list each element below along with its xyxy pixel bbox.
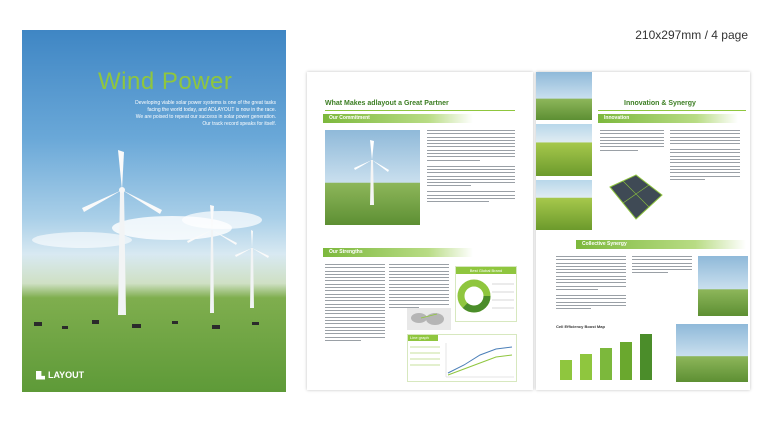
wind-turbine-small — [227, 230, 277, 310]
section-innovation: Innovation — [598, 114, 738, 123]
synergy-text-col2 — [632, 256, 692, 276]
photo-turbine-icon — [325, 130, 420, 225]
map-icon — [407, 308, 451, 330]
chart-title: Best Global Brand — [456, 267, 516, 274]
section-our-commitment: Our Commitment — [323, 114, 473, 123]
brochure-cover — [22, 30, 286, 392]
synergy-text-col1 — [556, 256, 626, 311]
cover-tagline — [76, 100, 276, 128]
photo-wind-farm-field — [676, 324, 748, 382]
photo-wheat-field — [536, 180, 592, 230]
cover-line: Developing viable solar power systems is one of the great tasks — [135, 100, 276, 106]
inner-spread-left — [307, 72, 533, 390]
logo-icon — [36, 371, 45, 380]
photo-boardwalk-turbines — [698, 256, 748, 316]
cover-logo — [36, 370, 84, 380]
commitment-text — [427, 130, 515, 205]
cover-line: We are poised to repeat our success in solar power generation. — [135, 114, 276, 120]
heading-rule — [325, 110, 515, 111]
spread1-heading: What Makes adlayout a Great Partner — [325, 100, 449, 107]
cover-line: facing the world today, and ADLAYOUT is now in the race. — [147, 107, 276, 113]
cell-efficiency-title: Cell Efficiency Boost Map — [556, 324, 605, 329]
photo-green-field — [536, 124, 592, 176]
inner-spread-right — [536, 72, 750, 390]
line-graph-plot — [408, 341, 516, 381]
strengths-text-col1 — [325, 264, 385, 343]
best-global-brand-chart — [455, 266, 517, 322]
innovation-text-col1 — [600, 130, 664, 153]
spacer — [536, 234, 746, 237]
innovation-text-col2 — [670, 130, 740, 182]
spread2-heading: Innovation & Synergy — [624, 100, 696, 107]
logo-text: LAYOUT — [48, 370, 85, 380]
page-size-label: 210x297mm / 4 page — [635, 28, 748, 42]
cell-efficiency-bar-chart — [556, 330, 666, 382]
photo-wind-farm — [325, 130, 420, 225]
line-graph-title: Line graph — [408, 335, 438, 341]
section-collective-synergy: Collective Synergy — [576, 240, 746, 249]
cover-cattle — [22, 312, 286, 342]
cover-title: Wind Power — [98, 68, 233, 95]
solar-panel-illustration — [606, 167, 666, 227]
donut-chart — [456, 274, 516, 320]
world-map — [407, 308, 451, 330]
photo-turbines-sky — [536, 72, 592, 120]
cover-line: Our track record speaks for itself. — [202, 121, 276, 127]
section-our-strengths: Our Strengths — [323, 248, 473, 257]
wind-turbine-large — [62, 150, 182, 320]
strengths-text-col2 — [389, 264, 449, 310]
heading-rule — [598, 110, 746, 111]
line-graph — [407, 334, 517, 382]
